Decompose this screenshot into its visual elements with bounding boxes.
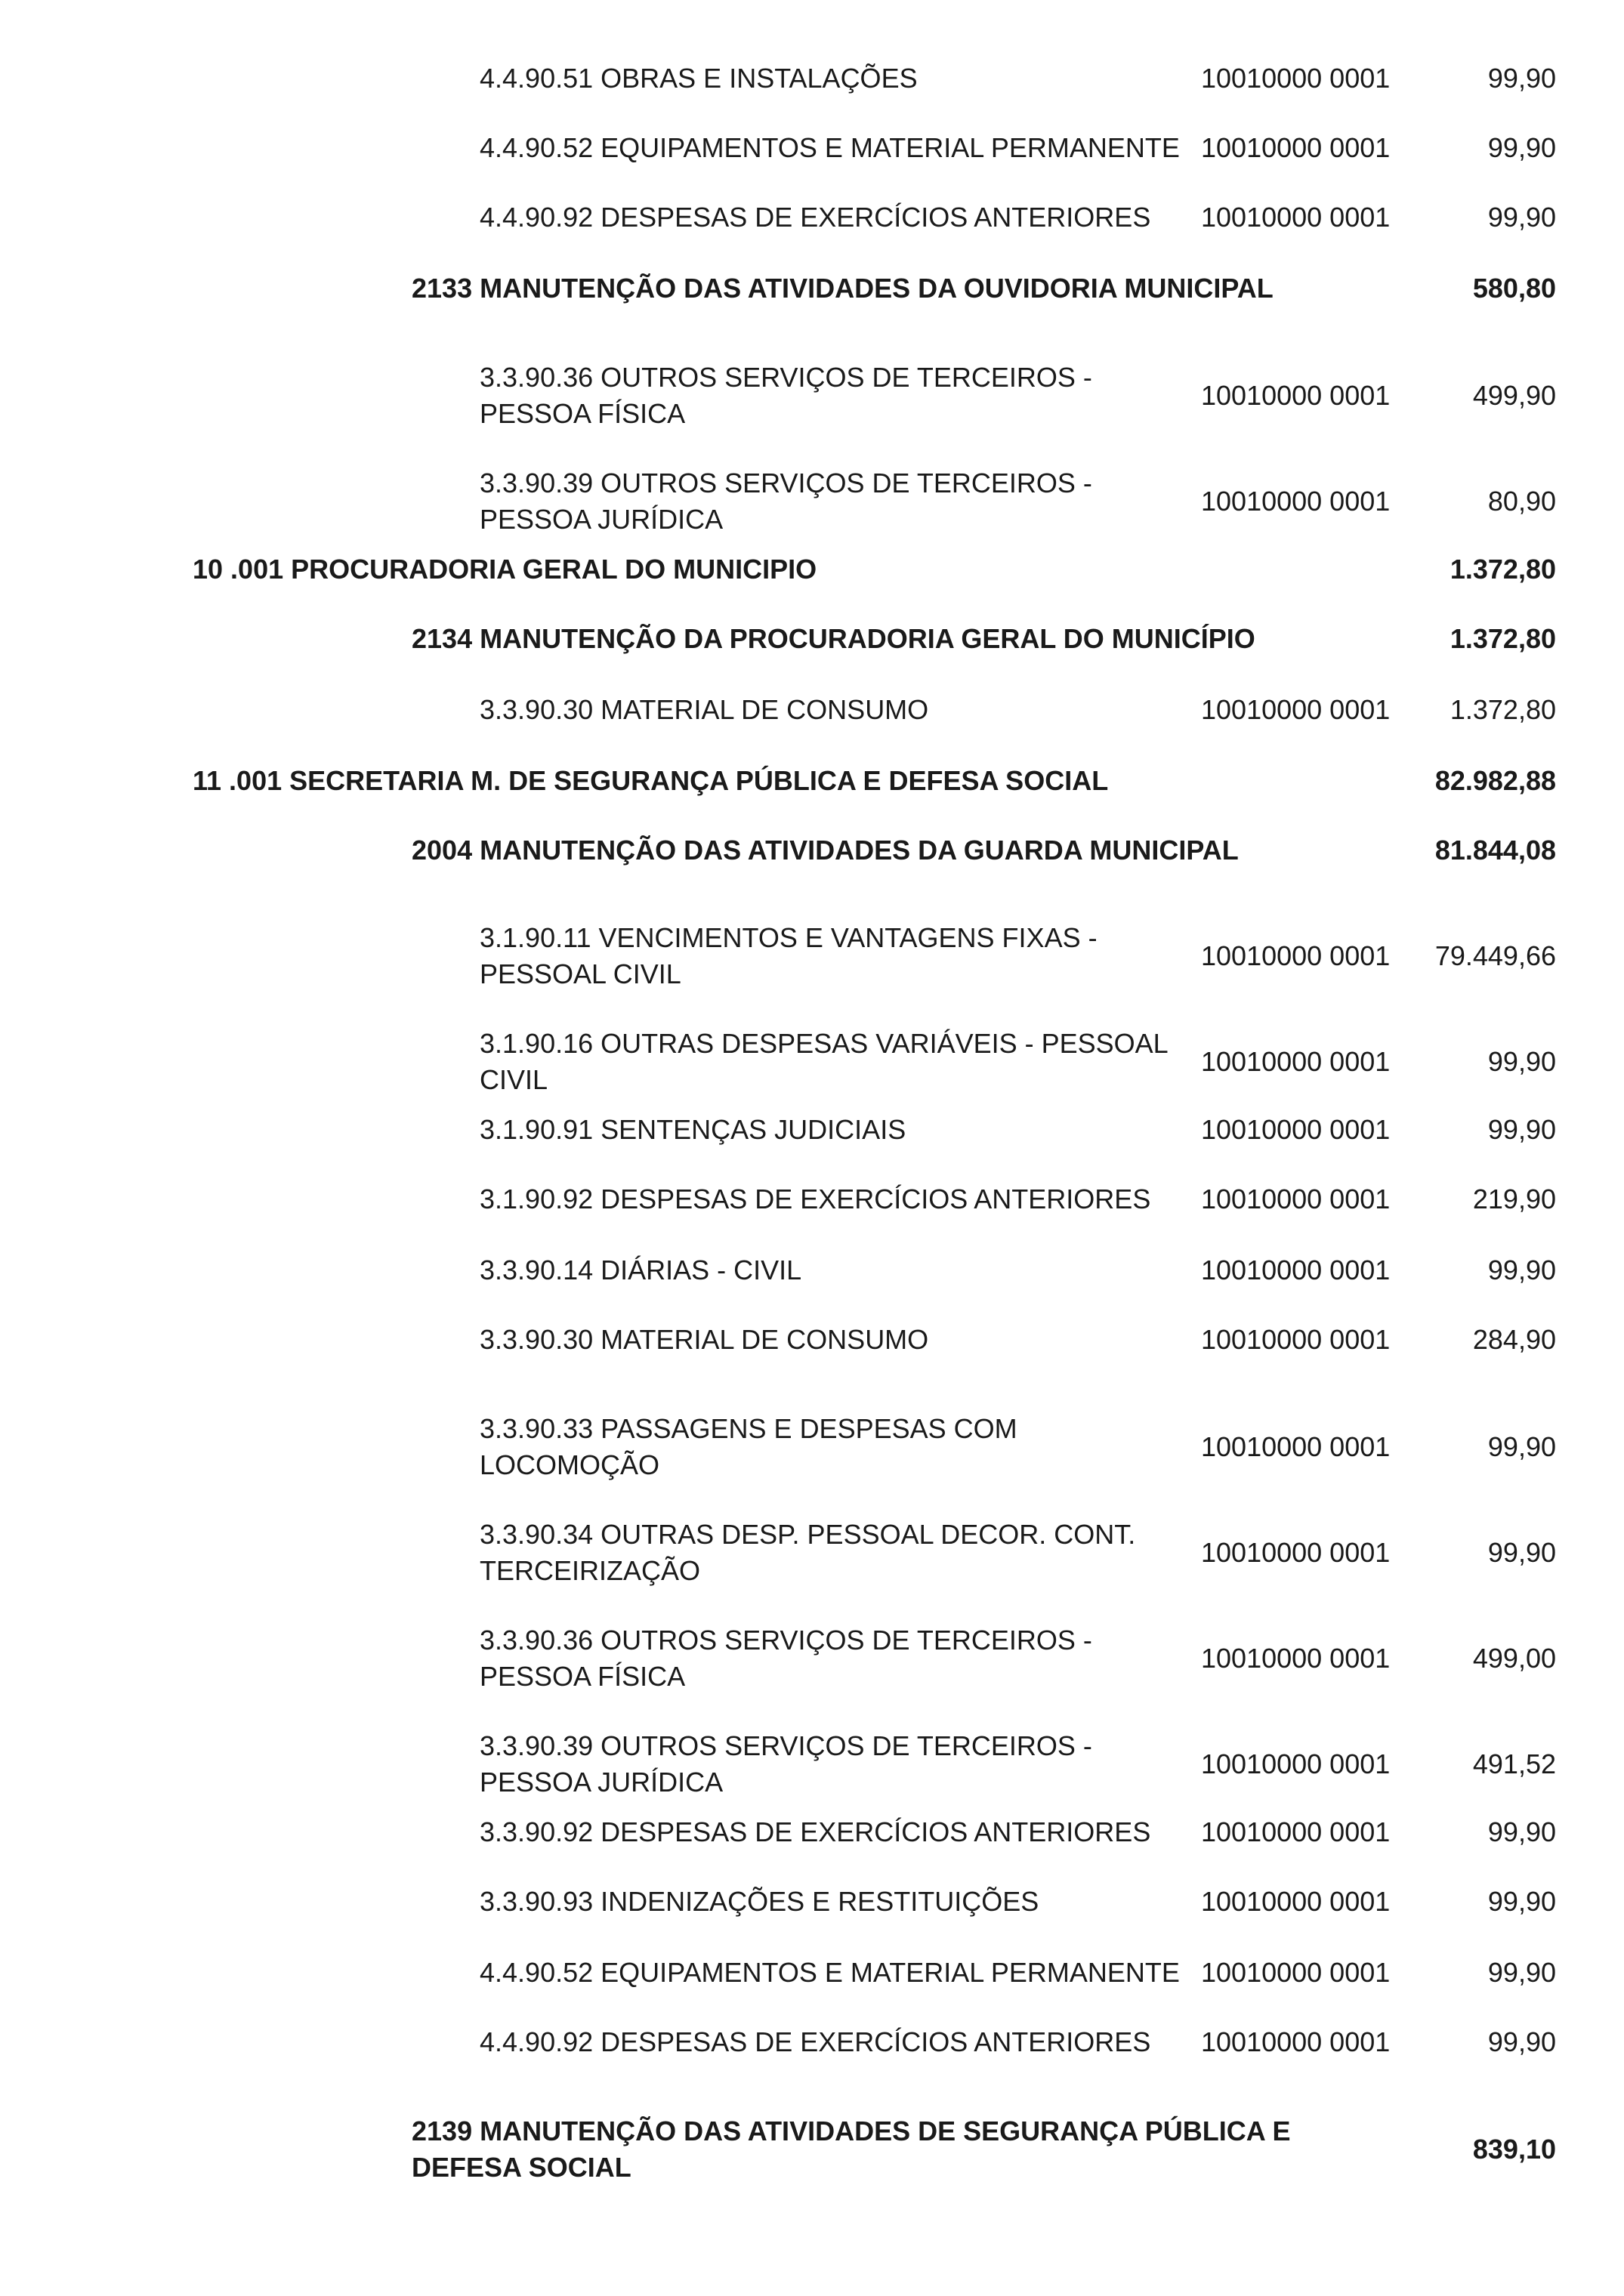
row-source: 10010000 0001: [1201, 694, 1391, 725]
table-row: [0, 1515, 1624, 1591]
row-source: 10010000 0001: [1201, 1643, 1391, 1674]
row-source: 10010000 0001: [1201, 1046, 1391, 1077]
organ-description: 10 .001 PROCURADORIA GERAL DO MUNICIPIO: [193, 554, 817, 585]
row-description: 3.1.90.92 DESPESAS DE EXERCÍCIOS ANTERIORES: [480, 1183, 1151, 1214]
row-description: 4.4.90.92 DESPESAS DE EXERCÍCIOS ANTERIORES: [480, 202, 1151, 233]
row-source: 10010000 0001: [1201, 380, 1391, 411]
row-value: 99,90: [1487, 1957, 1556, 1988]
row-description: 3.3.90.34 OUTRAS DESP. PESSOAL DECOR. CONT. TERCEIRIZAÇÃO: [480, 1519, 1136, 1586]
row-description: 3.3.90.93 INDENIZAÇÕES E RESTITUIÇÕES: [480, 1886, 1039, 1917]
row-source: 10010000 0001: [1201, 1431, 1391, 1462]
row-source: 10010000 0001: [1201, 486, 1391, 517]
organ-total: 82.982,88: [1434, 765, 1556, 796]
row-source: 10010000 0001: [1201, 1183, 1391, 1214]
row-description: 3.3.90.39 OUTROS SERVIÇOS DE TERCEIROS - PESSOA JURÍDICA: [480, 468, 1092, 535]
table-row: [0, 1409, 1624, 1485]
row-description: 4.4.90.51 OBRAS E INSTALAÇÕES: [480, 63, 918, 94]
table-row: [0, 464, 1624, 539]
organ-total: 1.372,80: [1450, 554, 1556, 585]
row-source: 10010000 0001: [1201, 63, 1391, 94]
row-description: 3.1.90.91 SENTENÇAS JUDICIAIS: [480, 1114, 906, 1145]
row-description: 4.4.90.52 EQUIPAMENTOS E MATERIAL PERMANENTE: [480, 1957, 1180, 1988]
row-value: 499,90: [1472, 380, 1556, 411]
row-description: 4.4.90.52 EQUIPAMENTOS E MATERIAL PERMANENTE: [480, 132, 1180, 163]
row-description: 3.3.90.33 PASSAGENS E DESPESAS COM LOCOMOÇÃO: [480, 1413, 1017, 1480]
row-value: 491,52: [1472, 1748, 1556, 1779]
row-value: 99,90: [1487, 63, 1556, 94]
row-source: 10010000 0001: [1201, 202, 1391, 233]
row-value: 499,00: [1472, 1643, 1556, 1674]
row-value: 99,90: [1487, 2026, 1556, 2057]
row-source: 10010000 0001: [1201, 940, 1391, 971]
row-value: 284,90: [1472, 1324, 1556, 1355]
row-value: 99,90: [1487, 1046, 1556, 1077]
row-source: 10010000 0001: [1201, 1957, 1391, 1988]
row-source: 10010000 0001: [1201, 1324, 1391, 1355]
organ-description: 11 .001 SECRETARIA M. DE SEGURANÇA PÚBLICA E DEFESA SOCIAL: [193, 765, 1109, 796]
row-value: 219,90: [1472, 1183, 1556, 1214]
row-source: 10010000 0001: [1201, 1886, 1391, 1917]
action-total: 580,80: [1472, 273, 1556, 304]
table-row: [0, 1621, 1624, 1696]
table-row: [0, 918, 1624, 994]
row-source: 10010000 0001: [1201, 1537, 1391, 1568]
table-row: [0, 358, 1624, 434]
row-source: 10010000 0001: [1201, 1748, 1391, 1779]
table-row: [0, 1024, 1624, 1100]
row-description: 3.1.90.11 VENCIMENTOS E VANTAGENS FIXAS - PESSOAL CIVIL: [480, 922, 1098, 989]
row-value: 99,90: [1487, 1886, 1556, 1917]
row-value: 99,90: [1487, 1431, 1556, 1462]
action-description: 2133 MANUTENÇÃO DAS ATIVIDADES DA OUVIDORIA MUNICIPAL: [412, 273, 1274, 304]
row-value: 80,90: [1487, 486, 1556, 517]
row-source: 10010000 0001: [1201, 1816, 1391, 1847]
row-source: 10010000 0001: [1201, 2026, 1391, 2057]
row-value: 1.372,80: [1450, 694, 1556, 725]
row-description: 3.3.90.39 OUTROS SERVIÇOS DE TERCEIROS - PESSOA JURÍDICA: [480, 1730, 1092, 1798]
row-value: 99,90: [1487, 1254, 1556, 1285]
row-description: 3.3.90.36 OUTROS SERVIÇOS DE TERCEIROS - PESSOA FÍSICA: [480, 1625, 1092, 1692]
action-description: 2139 MANUTENÇÃO DAS ATIVIDADES DE SEGURANÇA PÚBLICA E DEFESA SOCIAL: [412, 2115, 1291, 2183]
action-total: 839,10: [1472, 2134, 1556, 2165]
row-description: 4.4.90.92 DESPESAS DE EXERCÍCIOS ANTERIORES: [480, 2026, 1151, 2057]
row-description: 3.3.90.30 MATERIAL DE CONSUMO: [480, 1324, 929, 1355]
row-value: 99,90: [1487, 1537, 1556, 1568]
row-value: 99,90: [1487, 1114, 1556, 1145]
action-total: 81.844,08: [1434, 835, 1556, 866]
row-source: 10010000 0001: [1201, 1114, 1391, 1145]
action-total: 1.372,80: [1450, 623, 1556, 654]
row-source: 10010000 0001: [1201, 1254, 1391, 1285]
table-row: [0, 1727, 1624, 1802]
row-description: 3.3.90.36 OUTROS SERVIÇOS DE TERCEIROS - PESSOA FÍSICA: [480, 362, 1092, 429]
row-value: 99,90: [1487, 1816, 1556, 1847]
action-description: 2134 MANUTENÇÃO DA PROCURADORIA GERAL DO MUNICÍPIO: [412, 623, 1255, 654]
action-description: 2004 MANUTENÇÃO DAS ATIVIDADES DA GUARDA MUNICIPAL: [412, 835, 1239, 866]
row-description: 3.3.90.30 MATERIAL DE CONSUMO: [480, 694, 929, 725]
row-description: 3.3.90.14 DIÁRIAS - CIVIL: [480, 1254, 802, 1285]
action-row: [0, 2112, 1624, 2187]
row-description: 3.1.90.16 OUTRAS DESPESAS VARIÁVEIS - PESSOAL CIVIL: [480, 1028, 1168, 1095]
row-value: 99,90: [1487, 202, 1556, 233]
row-value: 99,90: [1487, 132, 1556, 163]
row-source: 10010000 0001: [1201, 132, 1391, 163]
row-value: 79.449,66: [1434, 940, 1556, 971]
row-description: 3.3.90.92 DESPESAS DE EXERCÍCIOS ANTERIORES: [480, 1816, 1151, 1847]
